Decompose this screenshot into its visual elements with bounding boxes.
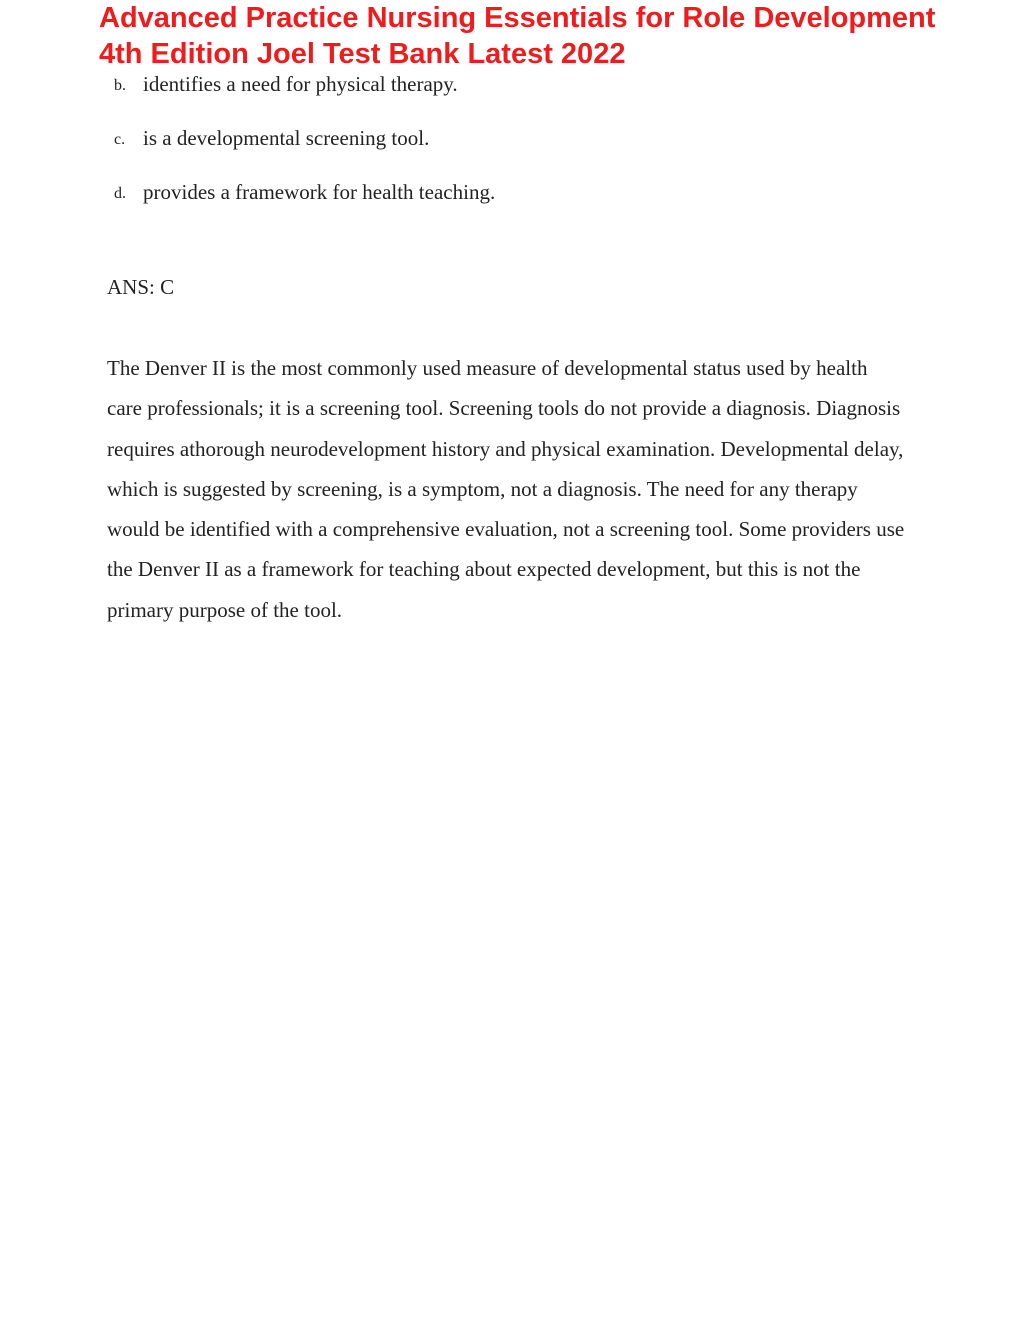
rationale-paragraph: The Denver II is the most commonly used measure of developmental status used by health care professionals; it is a screening tool. Screening tools do not provide a diagnosis. Diagnosis requires athorough neurodevelopment history and physical examination. Developmental delay, which is suggested by screening, is a symptom, not a diagnosis. The need for any therapy would be identified with a comprehensive evaluation, not a screening tool. Some providers use the Denver II as a framework for teaching about expected development, but this is not the primary purpose of the tool. xyxy=(107,356,905,622)
option-d xyxy=(0,177,1020,207)
option-text: provides a framework for health teaching. xyxy=(143,180,496,204)
option-letter: b. xyxy=(114,77,126,94)
option-letter: d. xyxy=(114,185,126,202)
option-text: identifies a need for physical therapy. xyxy=(143,72,458,96)
document-title: Advanced Practice Nursing Essentials for Role Development 4th Edition Joel Test Bank Latest 2022 xyxy=(99,2,936,70)
answer-key: ANS: C xyxy=(107,275,175,299)
option-letter: c. xyxy=(114,131,126,148)
option-text: is a developmental screening tool. xyxy=(143,126,430,150)
option-b xyxy=(0,69,1020,99)
option-c xyxy=(0,123,1020,153)
